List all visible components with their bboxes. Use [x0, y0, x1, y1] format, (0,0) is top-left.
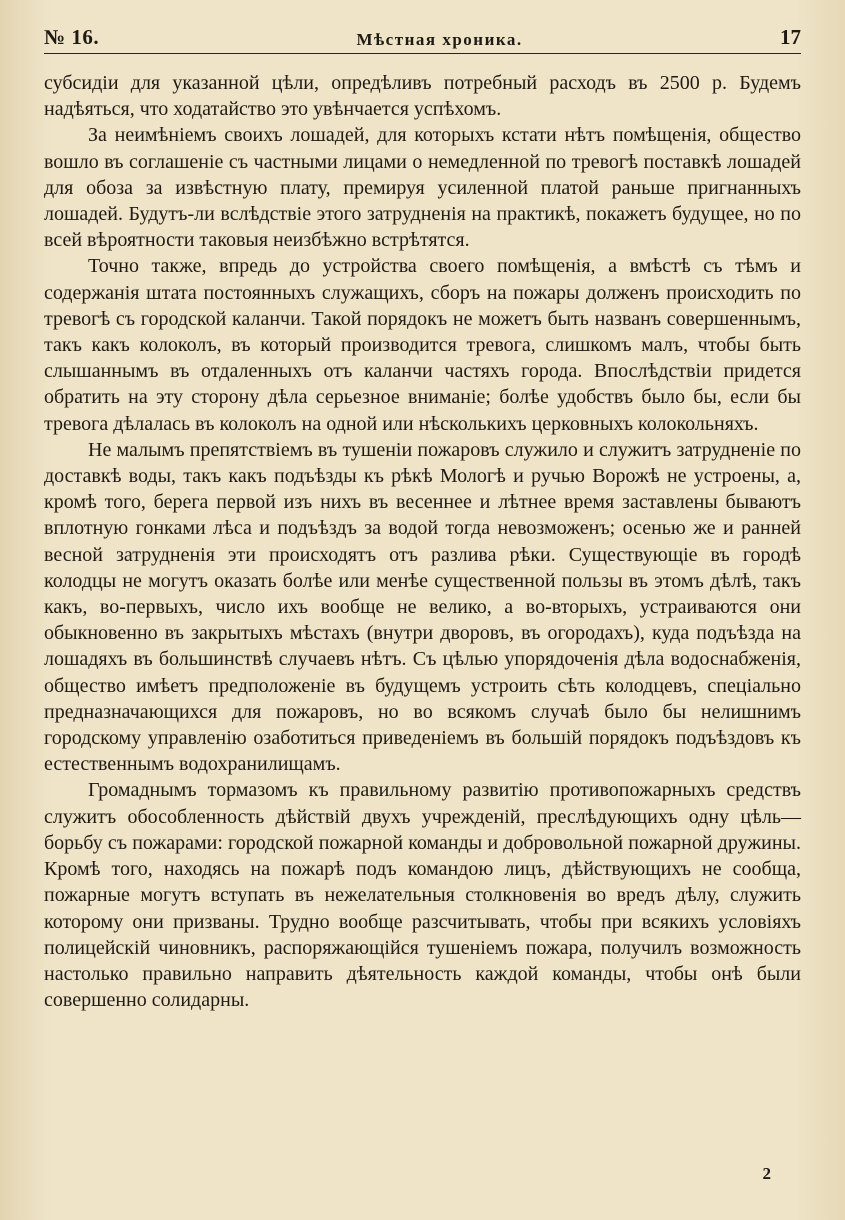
paragraph-continuation: субсидіи для указанной цѣли, опредѣливъ потребный расходъ въ 2500 р. Будемъ надѣяться, что ходатайство это увѣнчается успѣхомъ. — [44, 72, 801, 121]
paragraph-alarm: Точно также, впредь до устройства своего помѣщенія, а вмѣстѣ съ тѣмъ и содержанія штата постоянныхъ служащихъ, сборъ на пожары долженъ происходить по тревогѣ съ городской каланчи. Такой порядокъ не можетъ быть названъ совершеннымъ, такъ какъ колоколъ, въ который производится тревога, слишкомъ малъ, чтобы быть слышаннымъ въ отдаленныхъ отъ каланчи частяхъ города. Впослѣдствіи придется обратить на эту сторону дѣла серьезное вниманіе; болѣе удобствъ было бы, если бы тревога дѣлалась въ колоколъ на одной или нѣсколькихъ церковныхъ колокольняхъ. — [44, 255, 801, 435]
body-text — [44, 70, 801, 1013]
paragraph-water-supply: Не малымъ препятствіемъ въ тушеніи пожаровъ служило и служитъ затрудненіе по доставкѣ воды, такъ какъ подъѣзды къ рѣкѣ Мологѣ и ручью Ворожѣ не устроены, а, кромѣ того, берега первой изъ нихъ въ весеннее и лѣтнее время заставлены бываютъ вплотную гонками лѣса и подъѣздъ за водой тогда невозможенъ; осенью же и ранней весной затрудненія эти происходятъ отъ разлива рѣки. Существующіе въ городѣ колодцы не могутъ оказать болѣе или менѣе существенной пользы въ этомъ дѣлѣ, такъ какъ, во-первыхъ, число ихъ вообще не велико, а во-вторыхъ, устраиваются они обыкновенно въ закрытыхъ мѣстахъ (внутри дворовъ, въ огородахъ), куда подъѣзда на лошадяхъ въ большинствѣ случаевъ нѣтъ. Съ цѣлью упорядоченія дѣла водоснабженія, общество имѣетъ предположеніе въ будущемъ устроить сѣть колодцевъ, спеціально предназначающихся для пожаровъ, но во всякомъ случаѣ было бы нелишнимъ городскому управленію озаботиться приведеніемъ въ большій порядокъ подъѣздовъ къ естественнымъ водохранилищамъ. — [44, 438, 801, 776]
signature-mark: 2 — [762, 1164, 771, 1183]
issue-number: № 16. — [44, 25, 100, 49]
paragraph-coordination: Громаднымъ тормазомъ къ правильному развитію противопожарныхъ средствъ служитъ обособленность дѣйствій двухъ учрежденій, преслѣдующихъ одну цѣль—борьбу съ пожарами: городской пожарной команды и добровольной пожарной дружины. Кромѣ того, находясь на пожарѣ подъ командою лицъ, дѣйствующихъ не сообща, пожарные могутъ вступать въ нежелательныя столкновенія во вредъ дѣлу, служить которому они призваны. Трудно вообще разсчитывать, чтобы при всякихъ условіяхъ полицейскій чиновникъ, распоряжающійся тушеніемъ пожара, получилъ возможность настолько правильно направить дѣятельность каждой команды, чтобы онѣ были совершенно солидарны. — [44, 779, 801, 1012]
page-number: 17 — [779, 25, 801, 49]
paragraph-horses: За неимѣніемъ своихъ лошадей, для которыхъ кстати нѣтъ помѣщенія, общество вошло въ соглашеніе съ частными лицами о немедленной по тревогѣ поставкѣ лошадей для обоза за извѣстную плату, премируя усиленной платой раньше пригнанныхъ лошадей. Будутъ-ли вслѣдствіе этого затрудненія на практикѣ, покажетъ будущее, но по всей вѣроятности таковыя неизбѣжно встрѣтятся. — [44, 124, 801, 252]
section-title: Мѣстная хроника. — [356, 30, 523, 49]
running-header — [44, 20, 801, 54]
